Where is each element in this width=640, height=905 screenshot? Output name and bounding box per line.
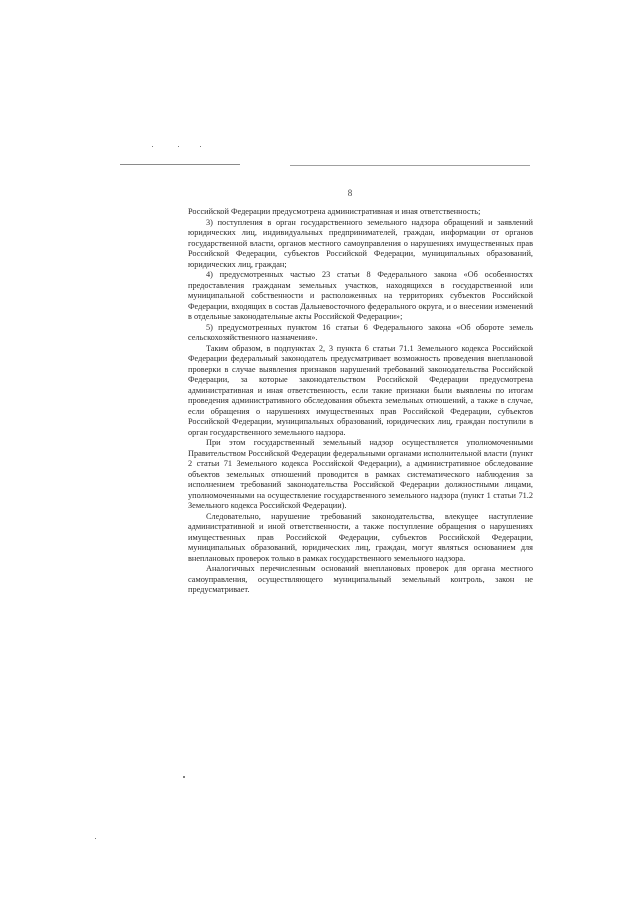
paragraph: 4) предусмотренных частью 23 статьи 8 Федерального закона «Об особенностях предоставления гражданам земельных участков, находящихся в государственной или муниципальной собственности и расположенных на территориях субъектов Российской Федерации, входящих в состав Дальневосточного федерального округа, и о внесении изменений в отдельные законодательные акты Российской Федерации»; — [188, 270, 533, 321]
paragraph: Аналогичных перечисленным оснований внеплановых проверок для органа местного самоуправления, осуществляющего муниципальный земельный контроль, закон не предусматривает. — [188, 564, 533, 594]
paragraph: Российской Федерации предусмотрена административная и иная ответственность; — [188, 207, 481, 216]
margin-mark — [183, 776, 185, 778]
scan-line-left — [120, 164, 240, 165]
scan-dot — [152, 146, 153, 147]
document-body — [188, 207, 533, 596]
paragraph: Таким образом, в подпунктах 2, 3 пункта 6 статьи 71.1 Земельного кодекса Российской Федерации федеральный законодатель предусматривает возможность проведения внеплановой проверки в случае выявления признаков нарушений требований законодательства Российской Федерации, за которые законодательством Российской Федерации предусмотрена административная и иная ответственность, если такие признаки были выявлены по итогам проведения административного обследования объекта земельных отношений, а также в случае, если обращения о нарушениях имущественных прав Российской Федерации, субъектов Российской Федерации, муниципальных образований, юридических лиц, граждан поступили в орган государственного земельного надзора. — [188, 343, 533, 437]
paragraph: 3) поступления в орган государственного земельного надзора обращений и заявлений юридических лиц, индивидуальных предпринимателей, граждан, информации от органов государственной власти, органов местного самоуправления о нарушениях имущественных прав Российской Федерации, субъектов Российской Федерации, муниципальных образований, юридических лиц, граждан; — [188, 217, 533, 269]
scan-dot — [178, 146, 179, 147]
paragraph: 5) предусмотренных пунктом 16 статьи 6 Федерального закона «Об обороте земель сельскохозяйственного назначения». — [188, 322, 533, 342]
scan-line-right — [290, 165, 530, 166]
paragraph: При этом государственный земельный надзор осуществляется уполномоченными Правительством Российской Федерации федеральными органами исполнительной власти (пункт 2 статьи 71 Земельного кодекса Российской Федерации), а административное обследование объектов земельных отношений проводится в рамках систематического наблюдения за исполнением требований законодательства Российской Федерации должностными лицами, уполномоченными на осуществление государственного земельного надзора (пункт 1 статьи 71.2 Земельного кодекса Российской Федерации). — [188, 438, 533, 510]
page-number: 8 — [347, 188, 353, 198]
scan-dot — [200, 146, 201, 147]
paragraph: Следовательно, нарушение требований законодательства, влекущее наступление административной и иной ответственности, а также поступление обращения о нарушениях имущественных прав Российской Федерации, субъектов Российской Федерации, муниципальных образований, юридических лиц, граждан, могут являться основанием для внеплановых проверок только в рамках государственного земельного надзора. — [188, 511, 533, 563]
scan-dot — [95, 838, 96, 839]
